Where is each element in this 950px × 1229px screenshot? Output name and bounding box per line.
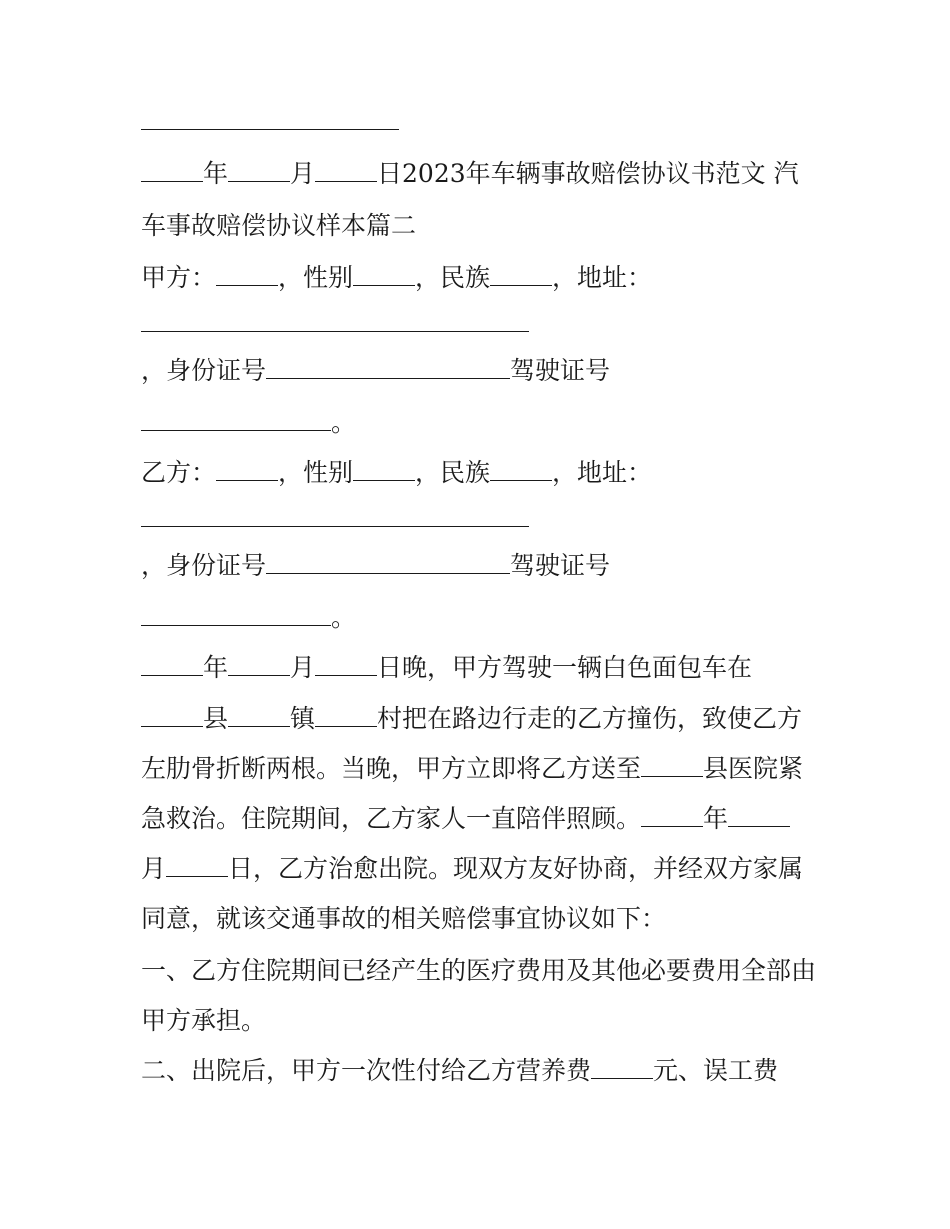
- blank: [591, 1055, 653, 1079]
- blank: [728, 803, 790, 827]
- blank: [315, 652, 377, 676]
- party-b-license-blank: [141, 602, 356, 634]
- narrative-line-6: [141, 903, 666, 935]
- label: 月: [290, 159, 316, 188]
- blank: [353, 457, 415, 481]
- narrative-line-1: [141, 652, 752, 684]
- blank: [353, 262, 415, 286]
- party-b-id-line: [141, 550, 610, 582]
- label: 镇: [290, 704, 316, 733]
- narrative-line-4: [141, 803, 790, 835]
- narrative-line-2: [141, 703, 802, 735]
- label: ，民族: [415, 458, 491, 487]
- blank: [141, 407, 331, 431]
- label: 甲方：: [141, 263, 217, 292]
- label: 。: [331, 603, 357, 632]
- clause-1-line-1: [141, 955, 816, 987]
- blank: [641, 803, 703, 827]
- signature-line: [141, 106, 399, 138]
- party-b-line: [141, 457, 652, 489]
- label: 驾驶证号: [510, 356, 611, 385]
- text: 元、误工费: [653, 1056, 779, 1085]
- label: ，性别: [278, 458, 354, 487]
- party-b-address-blank: [141, 503, 529, 535]
- text: 甲方承担。: [141, 1006, 267, 1035]
- title-text: 日2023年车辆事故赔偿协议书范文 汽: [377, 159, 799, 188]
- label: ，性别: [278, 263, 354, 292]
- label: 年: [203, 159, 229, 188]
- blank: [490, 457, 552, 481]
- text: 同意，就该交通事故的相关赔偿事宜协议如下：: [141, 904, 667, 933]
- label: ，民族: [415, 263, 491, 292]
- blank: [266, 355, 510, 379]
- blank: [641, 753, 703, 777]
- text: 左肋骨折断两根。当晚，甲方立即将乙方送至: [141, 754, 642, 783]
- label: 年: [203, 653, 229, 682]
- blank: [228, 703, 290, 727]
- blank: [228, 158, 290, 182]
- text: 日晚，甲方驾驶一辆白色面包车在: [377, 653, 753, 682]
- blank: [228, 652, 290, 676]
- blank: [490, 262, 552, 286]
- blank: [141, 308, 529, 332]
- label: 年: [703, 804, 729, 833]
- blank: [141, 158, 203, 182]
- text: 二、出院后，甲方一次性付给乙方营养费: [141, 1056, 592, 1085]
- narrative-line-3: [141, 753, 803, 785]
- text: 一、乙方住院期间已经产生的医疗费用及其他必要费用全部由: [141, 956, 817, 985]
- title-text: 车事故赔偿协议样本篇二: [141, 211, 417, 240]
- blank: [141, 652, 203, 676]
- title-line-1: [141, 158, 799, 190]
- party-a-license-blank: [141, 407, 356, 439]
- label: 乙方：: [141, 458, 217, 487]
- label: 驾驶证号: [510, 551, 611, 580]
- label: ，身份证号: [141, 356, 267, 385]
- clause-2-line-1: [141, 1055, 778, 1087]
- label: 月: [141, 854, 167, 883]
- blank: [315, 158, 377, 182]
- blank: [141, 703, 203, 727]
- text: 急救治。住院期间，乙方家人一直陪伴照顾。: [141, 804, 642, 833]
- text: 县医院紧: [703, 754, 804, 783]
- narrative-line-5: [141, 853, 803, 885]
- blank: [315, 703, 377, 727]
- blank: [141, 106, 399, 130]
- blank: [266, 550, 510, 574]
- party-a-line: [141, 262, 652, 294]
- title-line-2: [141, 210, 416, 242]
- party-a-address-blank: [141, 308, 529, 340]
- blank: [166, 853, 228, 877]
- text: 日，乙方治愈出院。现双方友好协商，并经双方家属: [228, 854, 804, 883]
- clause-1-line-2: [141, 1005, 266, 1037]
- label: 。: [331, 408, 357, 437]
- blank: [216, 457, 278, 481]
- text: 村把在路边行走的乙方撞伤，致使乙方: [377, 704, 803, 733]
- blank: [216, 262, 278, 286]
- blank: [141, 602, 331, 626]
- blank: [141, 503, 529, 527]
- label: 月: [290, 653, 316, 682]
- label: ，地址：: [552, 458, 653, 487]
- label: ，地址：: [552, 263, 653, 292]
- label: 县: [203, 704, 229, 733]
- label: ，身份证号: [141, 551, 267, 580]
- party-a-id-line: [141, 355, 610, 387]
